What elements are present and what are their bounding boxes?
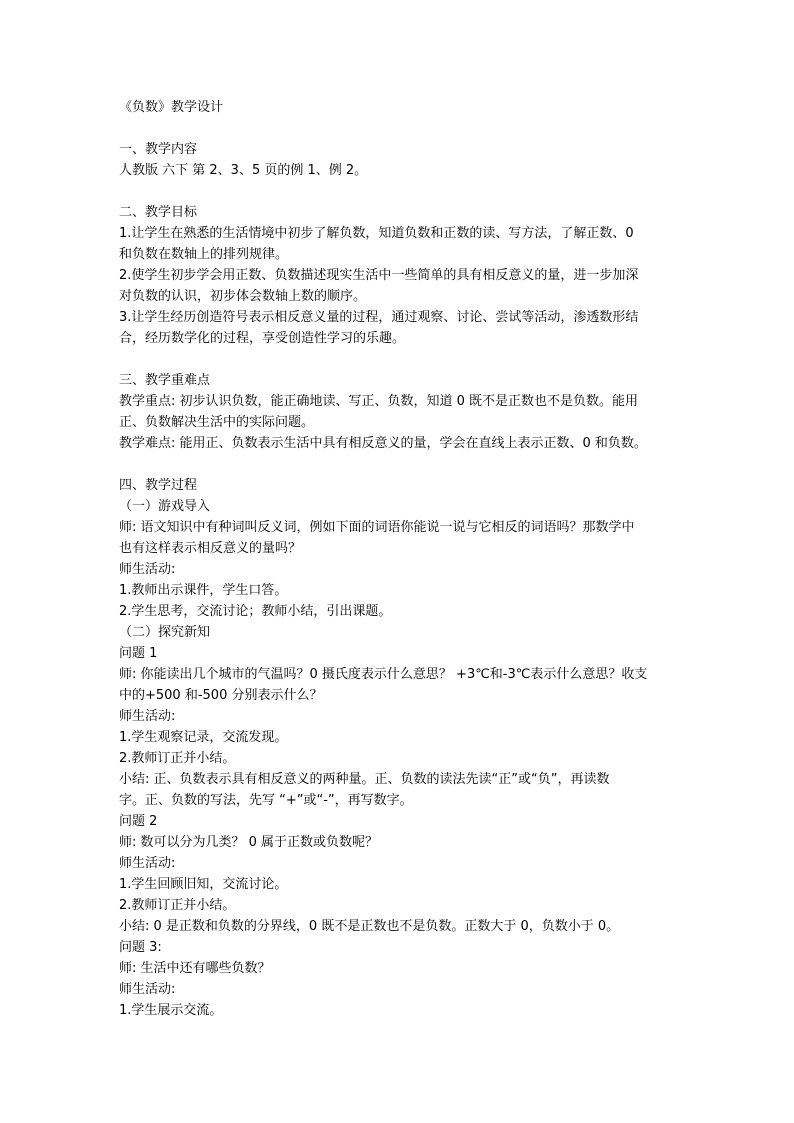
section-heading-goals: 二、教学目标 bbox=[119, 205, 198, 220]
document-page bbox=[119, 97, 679, 1021]
process-line: 2.学生思考，交流讨论；教师小结，引出课题。 bbox=[119, 604, 392, 619]
spacer bbox=[119, 118, 679, 139]
process-line: 问题 3: bbox=[119, 940, 162, 955]
process-line: （二）探究新知 bbox=[119, 625, 211, 640]
spacer bbox=[119, 454, 679, 475]
goals-line: 1.让学生在熟悉的生活情境中初步了解负数，知道负数和正数的读、写方法，了解正数、0 bbox=[119, 226, 634, 241]
section-content-text: 人教版 六下 第 2、3、5 页的例 1、例 2。 bbox=[119, 163, 368, 178]
process-line: 师: 语文知识中有种词叫反义词，例如下面的词语你能说一说与它相反的词语吗？那数学中 bbox=[119, 520, 635, 535]
key-points-line: 教学重点: 初步认识负数，能正确地读、写正、负数，知道 0 既不是正数也不是负数。能用 bbox=[119, 394, 639, 409]
goals-line: 2.使学生初步学会用正数、负数描述现实生活中一些简单的具有相反意义的量，进一步加深 bbox=[119, 268, 639, 283]
process-line: 2.教师订正并小结。 bbox=[119, 751, 236, 766]
process-line: 1.学生展示交流。 bbox=[119, 1003, 223, 1018]
process-line: 1.学生观察记录，交流发现。 bbox=[119, 730, 288, 745]
process-line: 师: 数可以分为几类？ 0 属于正数或负数呢？ bbox=[119, 835, 379, 850]
process-line: 2.教师订正并小结。 bbox=[119, 898, 236, 913]
process-line: 字。正、负数的写法，先写 “+”或“-”，再写数字。 bbox=[119, 793, 413, 808]
key-points-line: 教学难点: 能用正、负数表示生活中具有相反意义的量，学会在直线上表示正数、0 和负数。 bbox=[119, 436, 647, 451]
process-line: 师生活动: bbox=[119, 709, 176, 724]
section-heading-key-points: 三、教学重难点 bbox=[119, 373, 211, 388]
goals-line: 和负数在数轴上的排列规律。 bbox=[119, 247, 289, 262]
process-line: 小结: 0 是正数和负数的分界线，0 既不是正数也不是负数。正数大于 0，负数小于 0。 bbox=[119, 919, 620, 934]
process-line: 师生活动: bbox=[119, 856, 176, 871]
spacer bbox=[119, 181, 679, 202]
process-line: 问题 2 bbox=[119, 814, 158, 829]
process-line: 也有这样表示相反意义的量吗？ bbox=[119, 541, 302, 556]
process-line: 1.教师出示课件，学生口答。 bbox=[119, 583, 288, 598]
process-line: 师生活动: bbox=[119, 562, 176, 577]
key-points-line: 正、负数解决生活中的实际问题。 bbox=[119, 415, 315, 430]
spacer bbox=[119, 349, 679, 370]
goals-line: 3.让学生经历创造符号表示相反意义量的过程，通过观察、讨论、尝试等活动，渗透数形结 bbox=[119, 310, 639, 325]
process-line: 1.学生回顾旧知，交流讨论。 bbox=[119, 877, 288, 892]
section-heading-process: 四、教学过程 bbox=[119, 478, 198, 493]
process-line: 师: 你能读出几个城市的气温吗？0 摄氏度表示什么意思？ +3℃和-3℃表示什么意思？收支 bbox=[119, 667, 648, 682]
document-title: 《负数》教学设计 bbox=[119, 100, 224, 115]
goals-line: 合，经历数学化的过程，享受创造性学习的乐趣。 bbox=[119, 331, 406, 346]
process-line: 问题 1 bbox=[119, 646, 158, 661]
process-line: 小结: 正、负数表示具有相反意义的两种量。正、负数的读法先读“正”或“负”，再读数 bbox=[119, 772, 610, 787]
process-line: 师生活动: bbox=[119, 982, 176, 997]
section-heading-content: 一、教学内容 bbox=[119, 142, 198, 157]
goals-line: 对负数的认识，初步体会数轴上数的顺序。 bbox=[119, 289, 367, 304]
process-line: （一）游戏导入 bbox=[119, 499, 211, 514]
process-line: 中的+500 和-500 分别表示什么？ bbox=[119, 688, 323, 703]
process-line: 师: 生活中还有哪些负数？ bbox=[119, 961, 271, 976]
